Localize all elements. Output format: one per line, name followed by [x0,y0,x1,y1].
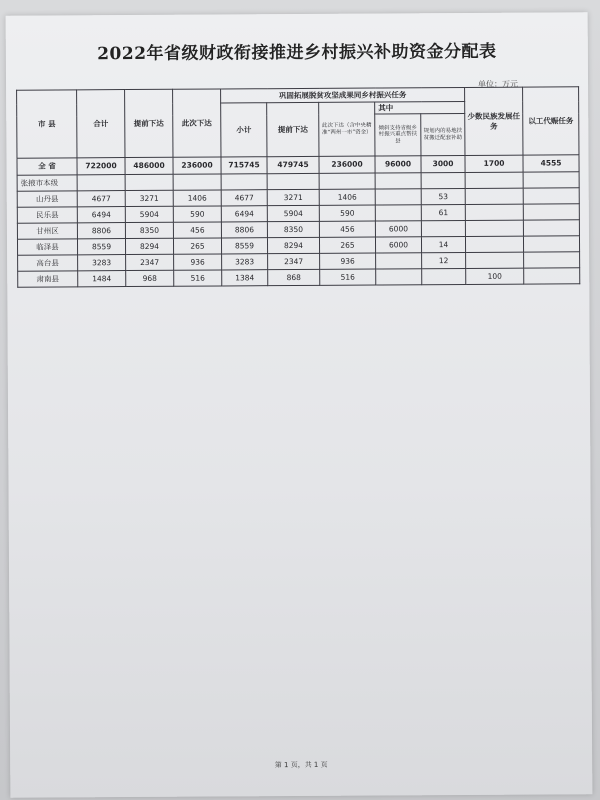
cell-sub2: 61 [421,204,465,220]
cell-total: 1484 [78,271,126,287]
header-group-main: 巩固拓展脱贫攻坚成果同乡村振兴任务 [221,87,465,102]
cell-minority [466,236,524,252]
cell-subtotal: 715745 [221,157,267,174]
cell-subtotal: 8806 [221,222,267,238]
header-workrelief: 以工代赈任务 [523,87,579,155]
cell-g-prior: 3271 [267,189,319,205]
cell-minority [465,220,523,236]
cell-current: 265 [173,238,221,254]
cell-prior: 968 [126,270,174,286]
header-total: 合计 [77,90,125,158]
cell-workrelief [523,220,579,236]
header-sub2: 规划内的易地扶贫搬迁配套补助 [421,113,465,155]
cell-g-current: 516 [320,269,376,285]
document-page [6,12,593,798]
cell-sub1 [376,269,422,285]
cell-sub2 [421,220,465,236]
cell-name: 山丹县 [17,191,77,207]
cell-current: 936 [174,254,222,270]
cell-total: 6494 [77,207,125,223]
cell-prior: 3271 [125,190,173,206]
cell-sub1 [375,189,421,205]
header-minority: 少数民族发展任务 [465,87,523,155]
cell-sub2: 14 [421,236,465,252]
cell-g-current: 1406 [319,189,375,205]
cell-total: 722000 [77,158,125,175]
header-qizhong: 其中 [375,101,465,114]
cell-g-prior: 8350 [267,221,319,237]
cell-prior: 8294 [125,238,173,254]
cell-workrelief [524,252,580,268]
cell-current: 590 [173,206,221,222]
cell-name: 全 省 [17,158,77,175]
cell-minority [466,252,524,268]
cell-subtotal: 4677 [221,190,267,206]
cell-subtotal: 3283 [222,254,268,270]
header-sub1: 倾斜支持省级乡村振兴重点帮扶县 [375,114,421,156]
cell-total: 8806 [77,223,125,239]
cell-sub1: 6000 [375,221,421,237]
cell-workrelief [524,236,580,252]
cell-minority [465,204,523,220]
cell-sub1 [375,205,421,221]
city-label: 张掖市本级 [17,175,77,191]
cell-sub2: 53 [421,188,465,204]
cell-sub1 [376,253,422,269]
cell-workrelief [524,268,580,284]
cell-current: 516 [174,270,222,286]
cell-subtotal: 1384 [222,270,268,286]
cell-name: 民乐县 [17,207,77,223]
cell-g-current: 236000 [319,156,375,173]
header-group-current: 此次下达（含中央精准“两州一市”资金） [319,102,375,156]
cell-sub1: 96000 [375,156,421,173]
cell-workrelief [523,188,579,204]
cell-name: 临泽县 [17,239,77,255]
cell-name: 甘州区 [17,223,77,239]
cell-prior: 8350 [125,222,173,238]
header-county: 市 县 [17,90,77,158]
page-footer: 第 1 页，共 1 页 [274,760,328,770]
cell-prior: 486000 [125,157,173,174]
cell-sub2: 12 [422,252,466,268]
cell-g-prior: 868 [268,269,320,285]
header-current: 此次下达 [173,89,221,157]
document-title: 2022年省级财政衔接推进乡村振兴补助资金分配表 [97,41,497,65]
cell-sub2 [422,268,466,284]
cell-g-prior: 5904 [267,205,319,221]
cell-total: 4677 [77,191,125,207]
cell-current: 236000 [173,157,221,174]
header-prior: 提前下达 [125,89,173,157]
cell-name: 高台县 [18,255,78,271]
cell-subtotal: 8559 [221,238,267,254]
unit-label: 单位：万元 [478,79,519,89]
cell-sub1: 6000 [375,237,421,253]
cell-g-prior: 2347 [268,253,320,269]
cell-g-current: 936 [320,253,376,269]
allocation-table [16,86,580,287]
cell-subtotal: 6494 [221,206,267,222]
cell-g-prior: 8294 [267,237,319,253]
table-row [18,268,580,287]
cell-g-current: 456 [319,221,375,237]
cell-g-current: 265 [319,237,375,253]
cell-prior: 5904 [125,206,173,222]
cell-prior: 2347 [126,254,174,270]
cell-name: 肃南县 [18,271,78,287]
cell-g-current: 590 [319,205,375,221]
header-subtotal: 小计 [221,103,267,157]
cell-workrelief [523,204,579,220]
cell-total: 3283 [78,255,126,271]
cell-current: 456 [173,222,221,238]
cell-minority: 100 [466,268,524,284]
cell-minority [465,188,523,204]
cell-current: 1406 [173,190,221,206]
cell-minority: 1700 [465,155,523,172]
cell-sub2: 3000 [421,155,465,172]
cell-workrelief: 4555 [523,155,579,172]
cell-total: 8559 [77,239,125,255]
header-group-prior: 提前下达 [267,102,319,156]
cell-g-prior: 479745 [267,156,319,173]
